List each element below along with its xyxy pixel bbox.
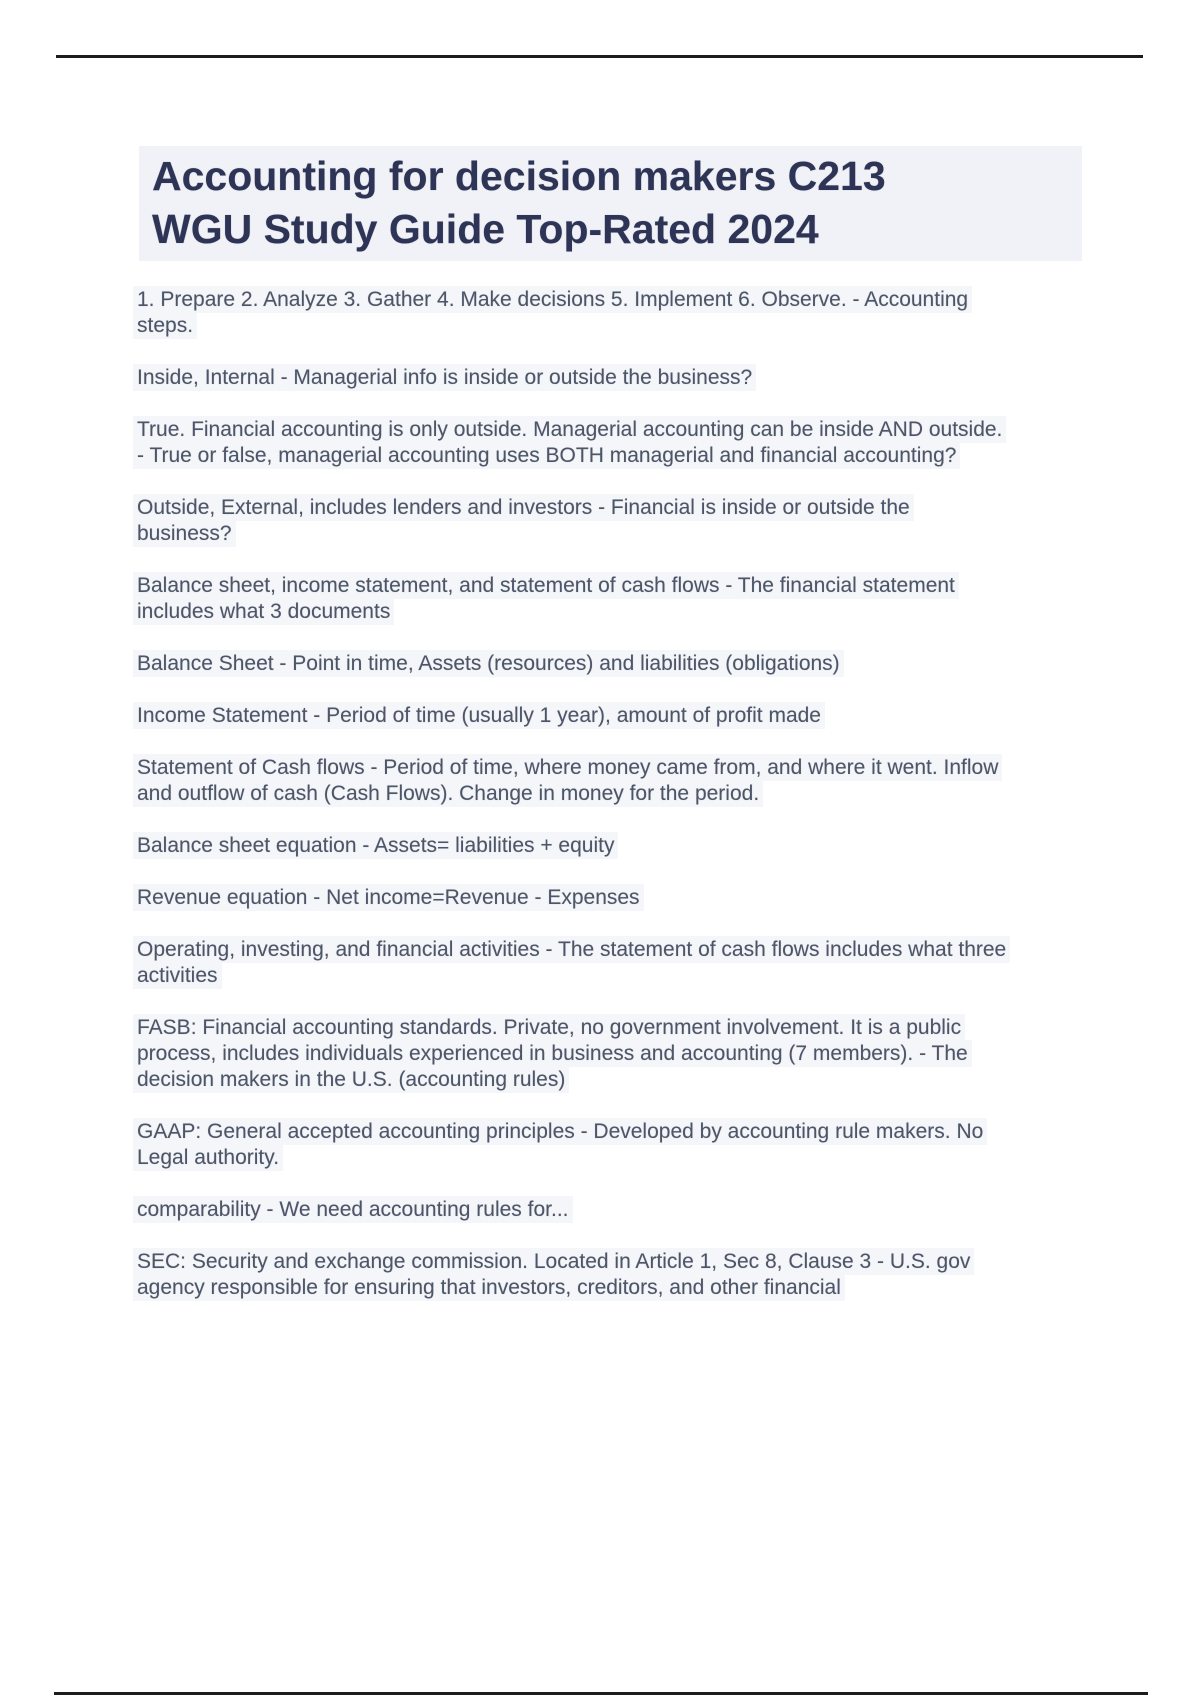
paragraph-text: Statement of Cash flows - Period of time, where money came from, and where it went. Inflow and outflow of cash (Cash Flows). Change in money for the period. <box>133 754 1002 807</box>
paragraph <box>133 1015 1013 1093</box>
paragraph <box>133 703 1013 729</box>
paragraph <box>133 885 1013 911</box>
paragraph-text: Inside, Internal - Managerial info is inside or outside the business? <box>133 364 756 391</box>
bottom-rule <box>54 1692 1148 1695</box>
paragraph <box>133 937 1013 989</box>
title-line-1: Accounting for decision makers C213 <box>152 153 886 199</box>
paragraph-text: SEC: Security and exchange commission. Located in Article 1, Sec 8, Clause 3 - U.S. gov agency responsible for ensuring that investors, creditors, and other financial <box>133 1248 974 1301</box>
paragraph-text: Balance sheet, income statement, and statement of cash flows - The financial statement includes what 3 documents <box>133 572 959 625</box>
paragraph-list <box>133 287 1013 1327</box>
paragraph <box>133 365 1013 391</box>
paragraph <box>133 651 1013 677</box>
title-line-2: WGU Study Guide Top-Rated 2024 <box>152 206 819 252</box>
paragraph <box>133 495 1013 547</box>
paragraph-text: True. Financial accounting is only outside. Managerial accounting can be inside AND outside. - True or false, managerial accounting uses BOTH managerial and financial accounting? <box>133 416 1006 469</box>
paragraph <box>133 1249 1013 1301</box>
paragraph-text: Income Statement - Period of time (usually 1 year), amount of profit made <box>133 702 825 729</box>
document-title <box>139 146 1082 261</box>
paragraph-text: comparability - We need accounting rules for... <box>133 1196 573 1223</box>
paragraph <box>133 417 1013 469</box>
paragraph-text: Operating, investing, and financial activities - The statement of cash flows includes what three activities <box>133 936 1010 989</box>
top-rule <box>56 55 1143 58</box>
paragraph-text: Balance Sheet - Point in time, Assets (resources) and liabilities (obligations) <box>133 650 844 677</box>
paragraph-text: GAAP: General accepted accounting principles - Developed by accounting rule makers. No Legal authority. <box>133 1118 987 1171</box>
paragraph-text: Balance sheet equation - Assets= liabilities + equity <box>133 832 618 859</box>
paragraph <box>133 1119 1013 1171</box>
paragraph-text: FASB: Financial accounting standards. Private, no government involvement. It is a public process, includes individuals experienced in business and accounting (7 members). - The decision makers in the U.S. (accounting rules) <box>133 1014 972 1093</box>
paragraph <box>133 755 1013 807</box>
paragraph-text: Outside, External, includes lenders and investors - Financial is inside or outside the business? <box>133 494 914 547</box>
paragraph-text: 1. Prepare 2. Analyze 3. Gather 4. Make decisions 5. Implement 6. Observe. - Accounting steps. <box>133 286 972 339</box>
paragraph <box>133 573 1013 625</box>
paragraph <box>133 833 1013 859</box>
paragraph <box>133 287 1013 339</box>
paragraph-text: Revenue equation - Net income=Revenue - Expenses <box>133 884 644 911</box>
paragraph <box>133 1197 1013 1223</box>
